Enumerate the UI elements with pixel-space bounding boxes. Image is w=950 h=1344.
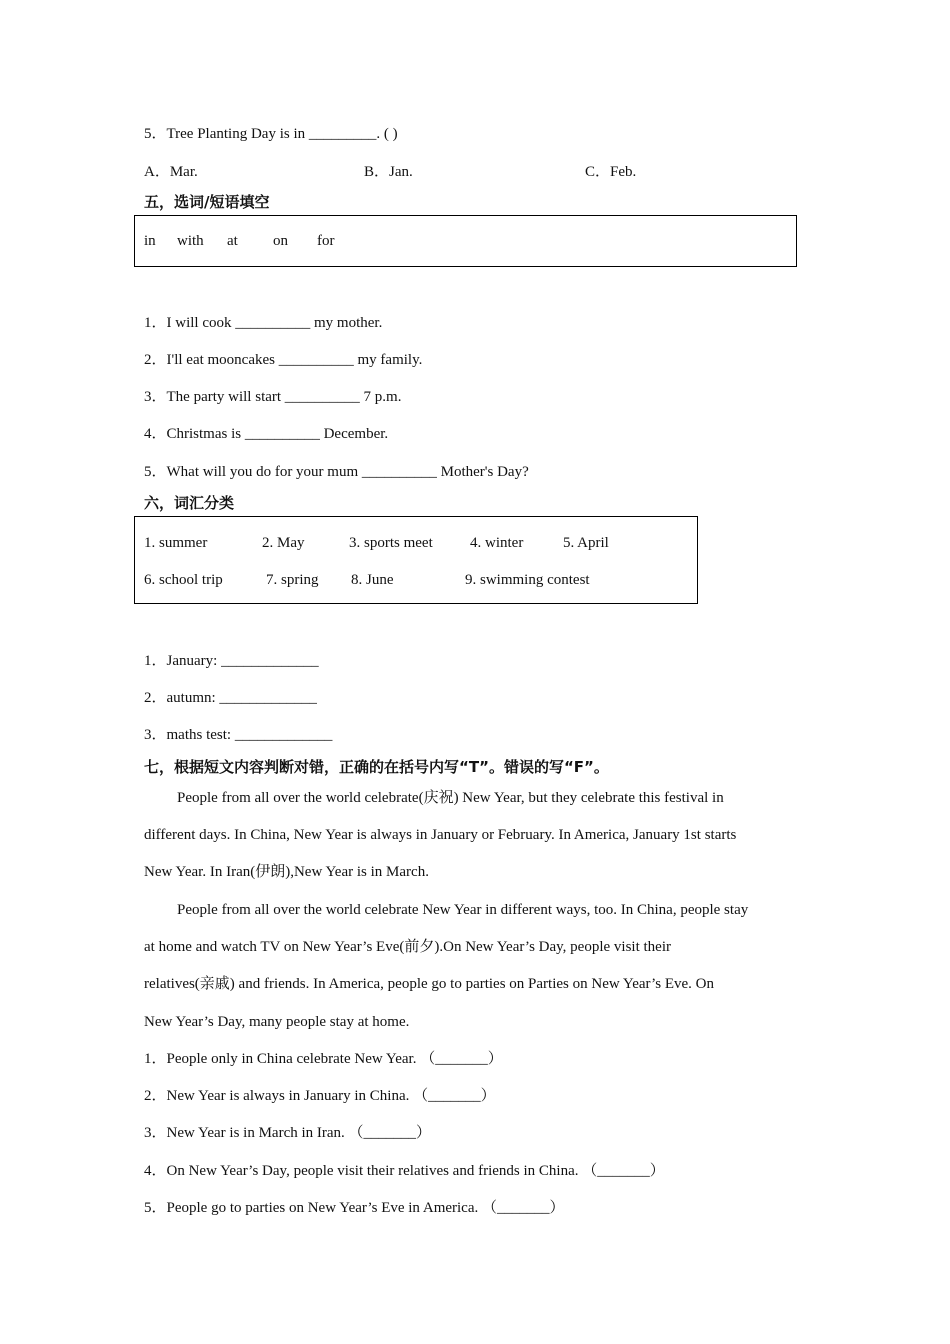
option-a: A．Mar. bbox=[144, 164, 198, 180]
vocab-item: 7. spring bbox=[266, 572, 319, 588]
question-text: 5．What will you do for your mum __________ Mother's Day? bbox=[144, 464, 529, 480]
passage-line: different days. In China, New Year is always in January or February. In America, January 1st starts bbox=[144, 827, 737, 843]
passage-line: New Year. In Iran(伊朗),New Year is in March. bbox=[144, 864, 429, 880]
question-text: 2．New Year is always in January in China. （_______） bbox=[144, 1088, 496, 1104]
word-bank-item: for bbox=[317, 233, 335, 249]
passage-line: People from all over the world celebrate New Year in different ways, too. In China, people stay bbox=[177, 902, 749, 918]
word-bank-item: in bbox=[144, 233, 156, 249]
option-b: B．Jan. bbox=[364, 164, 413, 180]
question-text: 2．autumn: _____________ bbox=[144, 690, 317, 706]
question-text: 5．People go to parties on New Year’s Eve in America. （_______） bbox=[144, 1200, 565, 1216]
question-text: 5．Tree Planting Day is in _________. ( ) bbox=[144, 126, 398, 142]
vocab-item: 9. swimming contest bbox=[465, 572, 590, 588]
vocab-item: 5. April bbox=[563, 535, 609, 551]
question-text: 4．On New Year’s Day, people visit their relatives and friends in China. （_______） bbox=[144, 1163, 665, 1179]
option-c: C．Feb. bbox=[585, 164, 637, 180]
word-bank-item: on bbox=[273, 233, 288, 249]
question-text: 3．New Year is in March in Iran. （_______） bbox=[144, 1125, 432, 1141]
vocab-item: 1. summer bbox=[144, 535, 208, 551]
vocab-item: 6. school trip bbox=[144, 572, 223, 588]
question-text: 4．Christmas is __________ December. bbox=[144, 426, 389, 442]
section-title: 七，根据短文内容判断对错，正确的在括号内写“T”。错误的写“F”。 bbox=[144, 758, 609, 776]
question-text: 3．maths test: _____________ bbox=[144, 727, 333, 743]
vocab-item: 4. winter bbox=[470, 535, 524, 551]
word-bank-item: with bbox=[177, 233, 204, 249]
word-bank-box bbox=[134, 215, 797, 267]
vocabulary-box bbox=[134, 516, 698, 604]
word-bank-item: at bbox=[227, 233, 238, 249]
question-text: 2．I'll eat mooncakes __________ my family. bbox=[144, 352, 423, 368]
section-title: 六，词汇分类 bbox=[144, 494, 235, 512]
passage-line: relatives(亲戚) and friends. In America, people go to parties on Parties on New Year’s Eve. On bbox=[144, 976, 714, 992]
passage-line: New Year’s Day, many people stay at home. bbox=[144, 1014, 410, 1030]
vocab-item: 3. sports meet bbox=[349, 535, 433, 551]
question-text: 3．The party will start __________ 7 p.m. bbox=[144, 389, 402, 405]
vocab-item: 2. May bbox=[262, 535, 305, 551]
section-title: 五，选词/短语填空 bbox=[144, 193, 270, 211]
question-text: 1．I will cook __________ my mother. bbox=[144, 315, 383, 331]
vocab-item: 8. June bbox=[351, 572, 394, 588]
question-text: 1．People only in China celebrate New Year. （_______） bbox=[144, 1051, 503, 1067]
question-text: 1．January: _____________ bbox=[144, 653, 319, 669]
passage-line: People from all over the world celebrate(庆祝) New Year, but they celebrate this festival in bbox=[177, 790, 724, 806]
passage-line: at home and watch TV on New Year’s Eve(前夕).On New Year’s Day, people visit their bbox=[144, 939, 671, 955]
